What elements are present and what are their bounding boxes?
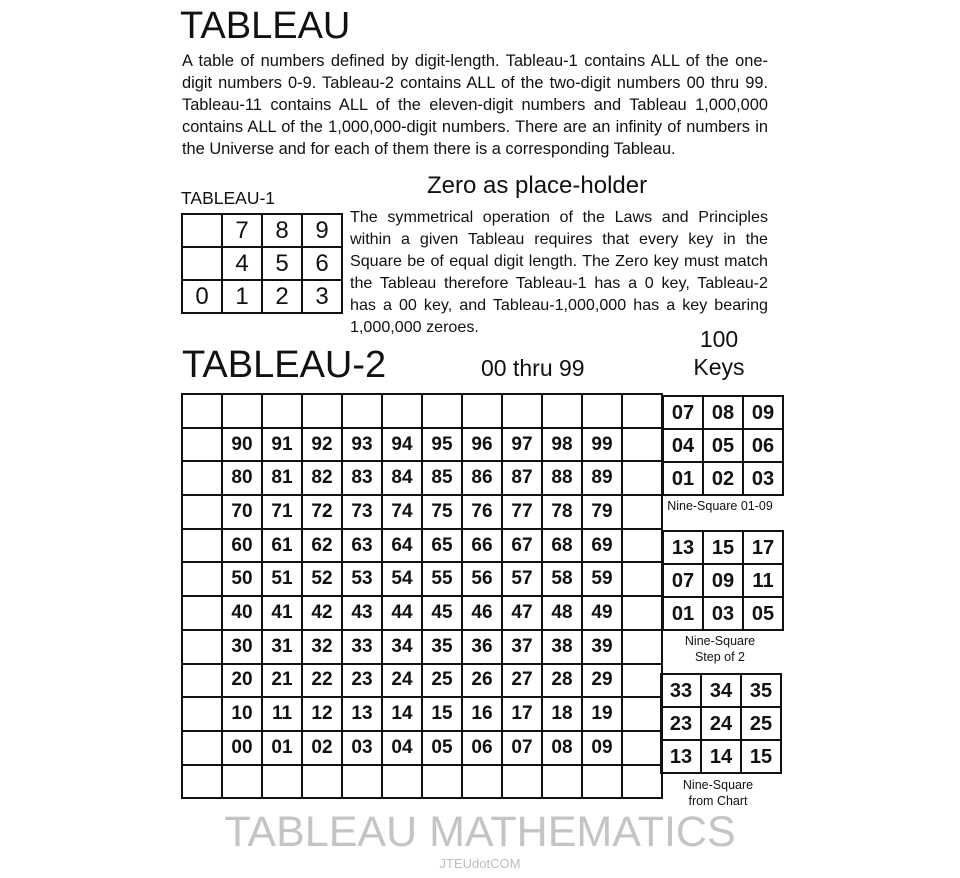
grid-cell [262,765,302,799]
caption-line: Nine-Square [682,778,754,792]
grid-cell: 05 [743,597,783,630]
grid-cell [622,664,662,698]
grid-cell: 53 [342,562,382,596]
grid-cell: 33 [661,674,701,707]
grid-row [182,280,342,313]
grid-cell: 96 [462,428,502,462]
grid-cell: 35 [741,674,781,707]
grid-cell: 97 [502,428,542,462]
grid-cell: 83 [342,461,382,495]
grid-row [182,529,662,563]
grid-cell: 88 [542,461,582,495]
grid-cell: 01 [663,462,703,495]
grid-row [182,247,342,280]
grid-cell [182,529,222,563]
grid-row [661,740,781,773]
grid-cell: 25 [741,707,781,740]
grid-cell: 13 [661,740,701,773]
grid-cell: 49 [582,596,622,630]
grid-cell: 5 [262,247,302,280]
grid-cell: 31 [262,630,302,664]
nine-square-body [663,396,783,495]
grid-cell: 82 [302,461,342,495]
grid-cell [182,697,222,731]
grid-cell [342,765,382,799]
grid-cell: 73 [342,495,382,529]
grid-cell: 15 [741,740,781,773]
tableau2-body [182,394,662,798]
grid-cell: 8 [262,214,302,247]
tableau2-subtitle: 00 thru 99 [481,355,585,381]
grid-cell: 17 [743,531,783,564]
tableau1-body [182,214,342,313]
grid-cell: 74 [382,495,422,529]
grid-cell [582,394,622,428]
grid-cell: 37 [502,630,542,664]
grid-cell: 27 [502,664,542,698]
grid-cell: 48 [542,596,582,630]
grid-row [182,495,662,529]
grid-cell: 42 [302,596,342,630]
grid-cell: 0 [182,280,222,313]
grid-row [663,564,783,597]
grid-cell: 81 [262,461,302,495]
keys-title-count: 100 [699,326,739,352]
grid-cell: 17 [502,697,542,731]
grid-cell [622,731,662,765]
nine-square-caption [655,498,785,514]
grid-cell: 77 [502,495,542,529]
grid-cell [422,765,462,799]
caption-line: from Chart [688,794,748,808]
grid-cell [622,596,662,630]
grid-cell [622,562,662,596]
grid-cell: 02 [703,462,743,495]
nine-square-body [663,531,783,630]
grid-cell [502,765,542,799]
grid-cell: 87 [502,461,542,495]
grid-cell: 05 [703,429,743,462]
grid-cell: 84 [382,461,422,495]
grid-cell [622,394,662,428]
footer-title: TABLEAU MATHEMATICS [224,808,736,856]
grid-row [182,428,662,462]
grid-cell: 28 [542,664,582,698]
grid-cell [222,765,262,799]
grid-cell: 13 [663,531,703,564]
grid-cell: 04 [663,429,703,462]
grid-cell: 08 [703,396,743,429]
grid-row [663,429,783,462]
footer-subtitle: JTEUdotCOM [439,856,521,871]
grid-cell: 72 [302,495,342,529]
zero-section-text: The symmetrical operation of the Laws and Principles within a given Tableau requires that every key in the Square be of equal digit length. The Zero key must match the Tableau therefore Tableau-1 has a 0 key, Tableau-2 has a 00 key, and Tableau-1,000,000 has a key bearing 1,000,000 zeroes. [350,208,768,337]
grid-cell: 93 [342,428,382,462]
grid-cell: 25 [422,664,462,698]
grid-cell: 45 [422,596,462,630]
grid-cell: 71 [262,495,302,529]
nine-square-caption [655,633,785,665]
grid-cell: 23 [342,664,382,698]
grid-cell: 63 [342,529,382,563]
grid-cell [502,394,542,428]
grid-cell [182,214,222,247]
grid-cell: 85 [422,461,462,495]
grid-cell [182,394,222,428]
grid-cell: 01 [262,731,302,765]
grid-cell: 44 [382,596,422,630]
grid-cell: 09 [743,396,783,429]
grid-cell: 7 [222,214,262,247]
grid-cell: 67 [502,529,542,563]
grid-cell: 35 [422,630,462,664]
grid-cell: 29 [582,664,622,698]
grid-cell: 86 [462,461,502,495]
page-title: TABLEAU [180,5,351,47]
grid-cell: 59 [582,562,622,596]
grid-cell: 2 [262,280,302,313]
grid-cell: 24 [382,664,422,698]
grid-cell: 38 [542,630,582,664]
grid-row [182,765,662,799]
grid-cell: 80 [222,461,262,495]
grid-cell: 79 [582,495,622,529]
grid-cell: 52 [302,562,342,596]
grid-cell: 34 [382,630,422,664]
grid-cell: 20 [222,664,262,698]
grid-cell: 00 [222,731,262,765]
grid-cell: 11 [743,564,783,597]
grid-cell: 18 [542,697,582,731]
tableau1-grid [181,213,343,314]
grid-cell: 34 [701,674,741,707]
grid-cell: 1 [222,280,262,313]
grid-cell: 47 [502,596,542,630]
grid-cell: 95 [422,428,462,462]
keys-panel-title [660,325,778,381]
nine-square-caption [653,777,783,809]
grid-cell: 19 [582,697,622,731]
grid-cell [342,394,382,428]
grid-row [182,697,662,731]
grid-row [182,630,662,664]
grid-cell [582,765,622,799]
grid-cell [182,765,222,799]
grid-cell: 40 [222,596,262,630]
grid-cell: 10 [222,697,262,731]
grid-cell [622,461,662,495]
grid-cell [182,596,222,630]
grid-cell [622,529,662,563]
grid-cell: 30 [222,630,262,664]
grid-cell: 07 [663,396,703,429]
grid-cell: 15 [422,697,462,731]
grid-cell [182,562,222,596]
grid-cell: 23 [661,707,701,740]
grid-cell [262,394,302,428]
grid-cell: 02 [302,731,342,765]
grid-cell: 07 [663,564,703,597]
grid-cell: 50 [222,562,262,596]
grid-cell [542,394,582,428]
grid-cell: 61 [262,529,302,563]
grid-cell: 98 [542,428,582,462]
grid-cell: 65 [422,529,462,563]
grid-cell: 03 [743,462,783,495]
grid-cell: 14 [701,740,741,773]
grid-cell [382,765,422,799]
grid-row [182,214,342,247]
grid-row [663,597,783,630]
grid-cell: 70 [222,495,262,529]
grid-cell [462,765,502,799]
caption-line: Step of 2 [694,650,746,664]
zero-section-title: Zero as place-holder [427,172,648,199]
grid-row [182,731,662,765]
grid-cell: 64 [382,529,422,563]
grid-cell: 55 [422,562,462,596]
tableau1-label: TABLEAU-1 [181,188,276,208]
grid-cell: 13 [342,697,382,731]
grid-cell: 9 [302,214,342,247]
grid-cell: 66 [462,529,502,563]
grid-row [663,396,783,429]
grid-cell: 05 [422,731,462,765]
grid-cell: 62 [302,529,342,563]
grid-cell: 54 [382,562,422,596]
grid-cell [302,394,342,428]
grid-cell [462,394,502,428]
grid-cell [182,247,222,280]
grid-cell: 58 [542,562,582,596]
grid-cell: 03 [703,597,743,630]
grid-cell: 24 [701,707,741,740]
grid-cell: 21 [262,664,302,698]
grid-cell [182,428,222,462]
grid-cell: 32 [302,630,342,664]
grid-cell: 06 [743,429,783,462]
grid-cell [182,731,222,765]
grid-cell: 76 [462,495,502,529]
grid-row [661,707,781,740]
grid-cell: 43 [342,596,382,630]
grid-cell: 69 [582,529,622,563]
grid-cell: 56 [462,562,502,596]
grid-cell [542,765,582,799]
grid-cell [382,394,422,428]
keys-title-label: Keys [693,354,745,380]
grid-cell [182,461,222,495]
grid-cell: 07 [502,731,542,765]
grid-cell: 16 [462,697,502,731]
grid-cell: 3 [302,280,342,313]
grid-cell: 94 [382,428,422,462]
grid-cell: 91 [262,428,302,462]
grid-cell: 39 [582,630,622,664]
grid-cell [222,394,262,428]
grid-cell: 51 [262,562,302,596]
grid-row [663,531,783,564]
grid-cell [182,630,222,664]
tableau2-grid [181,393,663,799]
grid-cell: 09 [703,564,743,597]
grid-cell: 92 [302,428,342,462]
nine-square-from-chart [660,673,782,774]
grid-cell: 22 [302,664,342,698]
tableau2-title: TABLEAU-2 [182,344,387,386]
grid-row [182,562,662,596]
grid-cell [622,428,662,462]
intro-paragraph: A table of numbers defined by digit-length. Tableau-1 contains ALL of the one-digit numbers 0-9. Tableau-2 contains ALL of the two-digit numbers 00 thru 99. Tableau-11 contains ALL of the eleven-digit numbers and Tableau 1,000,000 contains ALL of the 1,000,000-digit numbers. There are an infinity of numbers in the Universe and for each of them there is a corresponding Tableau. [182,52,768,159]
grid-cell [302,765,342,799]
grid-cell: 01 [663,597,703,630]
grid-cell: 04 [382,731,422,765]
grid-row [182,394,662,428]
grid-cell: 57 [502,562,542,596]
grid-cell: 68 [542,529,582,563]
grid-cell: 90 [222,428,262,462]
grid-cell: 78 [542,495,582,529]
grid-cell: 6 [302,247,342,280]
grid-cell: 41 [262,596,302,630]
grid-cell: 60 [222,529,262,563]
grid-cell [622,697,662,731]
grid-cell: 26 [462,664,502,698]
grid-cell: 75 [422,495,462,529]
nine-square-01-09 [662,395,784,496]
nine-square-body [661,674,781,773]
grid-cell: 03 [342,731,382,765]
grid-row [182,461,662,495]
grid-cell: 89 [582,461,622,495]
grid-cell [422,394,462,428]
grid-cell: 06 [462,731,502,765]
nine-square-step-of-2 [662,530,784,631]
grid-cell: 33 [342,630,382,664]
grid-cell: 11 [262,697,302,731]
grid-row [663,462,783,495]
caption-line: Nine-Square 01-09 [667,499,773,513]
grid-cell: 08 [542,731,582,765]
grid-cell: 15 [703,531,743,564]
grid-cell: 46 [462,596,502,630]
grid-row [182,664,662,698]
grid-cell: 4 [222,247,262,280]
grid-cell: 99 [582,428,622,462]
grid-cell [182,664,222,698]
grid-cell [182,495,222,529]
grid-cell: 14 [382,697,422,731]
grid-row [661,674,781,707]
grid-cell: 36 [462,630,502,664]
caption-line: Nine-Square [684,634,756,648]
grid-row [182,596,662,630]
grid-cell: 09 [582,731,622,765]
grid-cell: 12 [302,697,342,731]
